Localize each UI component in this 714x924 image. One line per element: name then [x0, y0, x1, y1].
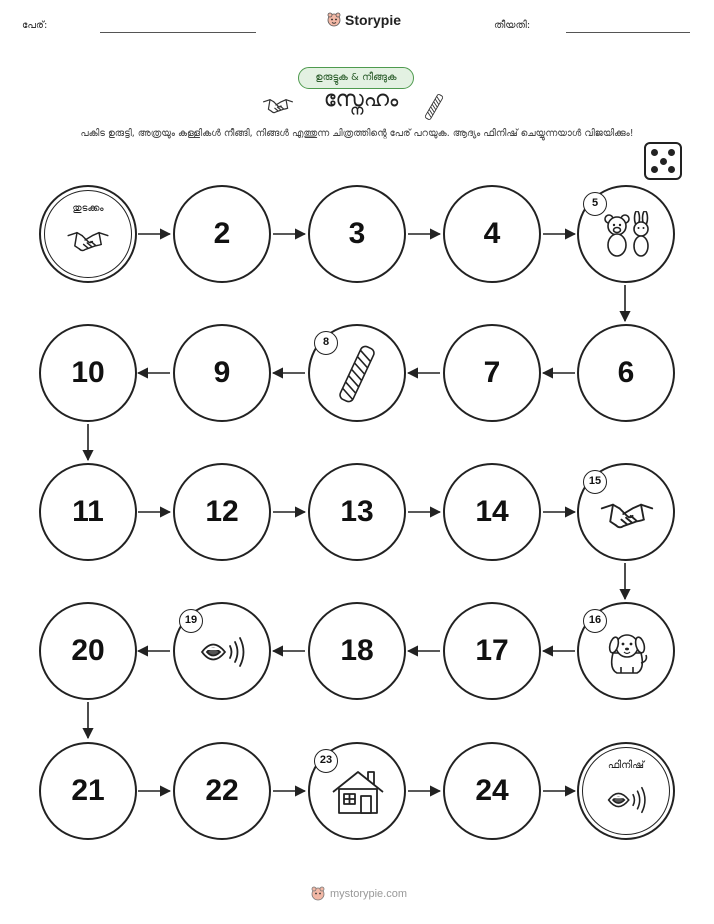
board-cell-11: 11 — [39, 463, 137, 561]
speaking-mouth-icon — [199, 634, 247, 670]
finish-cell — [577, 742, 675, 840]
puppy-icon — [605, 629, 649, 677]
date-label: തീയതി: — [494, 20, 531, 31]
rope-icon — [337, 342, 377, 406]
board-cell-19 — [173, 602, 271, 700]
start-label: തുടക്കം — [72, 203, 104, 214]
board-cell-7: 7 — [443, 324, 541, 422]
game-type-badge: ഉരുട്ടുക & നീങ്ങുക — [298, 67, 414, 89]
cell-number: 5 — [583, 192, 607, 216]
board-cell-2: 2 — [173, 185, 271, 283]
board-cell-8 — [308, 324, 406, 422]
board-cell-5 — [577, 185, 675, 283]
start-cell — [39, 185, 137, 283]
board-cell-10: 10 — [39, 324, 137, 422]
footer-url[interactable]: mystorypie.com — [330, 888, 408, 900]
house-icon — [330, 768, 386, 816]
handshake-icon — [66, 225, 110, 255]
handshake-icon — [599, 495, 655, 533]
board-cell-24: 24 — [443, 742, 541, 840]
instructions-text: പകിട ഉരുട്ടി, അത്രയും കള്ളികൾ നീങ്ങി, നിങ്ങൾ എത്തുന്ന ചിത്രത്തിന്റെ പേര് പറയുക. ആദ്യം ഫിനിഷ് ചെയ്യുന്നയാൾ വിജയിക്കും! — [80, 128, 634, 139]
board-cell-3: 3 — [308, 185, 406, 283]
name-label: പേര്: — [22, 20, 48, 31]
board-cell-17: 17 — [443, 602, 541, 700]
brand-name: Storypie — [345, 12, 402, 28]
cell-number: 16 — [583, 609, 607, 633]
board-cell-20: 20 — [39, 602, 137, 700]
finish-label: ഫിനിഷ് — [607, 760, 645, 771]
board-cell-21: 21 — [39, 742, 137, 840]
speaking-mouth-icon — [606, 784, 648, 816]
board-cell-22: 22 — [173, 742, 271, 840]
board-cell-13: 13 — [308, 463, 406, 561]
board-cell-15 — [577, 463, 675, 561]
board-cell-16 — [577, 602, 675, 700]
teddy-bear-bunny-icon — [601, 211, 653, 261]
cell-number: 19 — [179, 609, 203, 633]
board-cell-12: 12 — [173, 463, 271, 561]
board-cell-18: 18 — [308, 602, 406, 700]
board-cell-4: 4 — [443, 185, 541, 283]
cell-number: 23 — [314, 749, 338, 773]
board-cell-6: 6 — [577, 324, 675, 422]
storypie-mascot-icon — [310, 886, 326, 902]
board-cell-14: 14 — [443, 463, 541, 561]
cell-number: 15 — [583, 470, 607, 494]
footer — [310, 886, 407, 902]
board-cell-23 — [308, 742, 406, 840]
cell-number: 8 — [314, 331, 338, 355]
page-title: സ്നേഹം — [323, 87, 399, 112]
board-cell-9: 9 — [173, 324, 271, 422]
